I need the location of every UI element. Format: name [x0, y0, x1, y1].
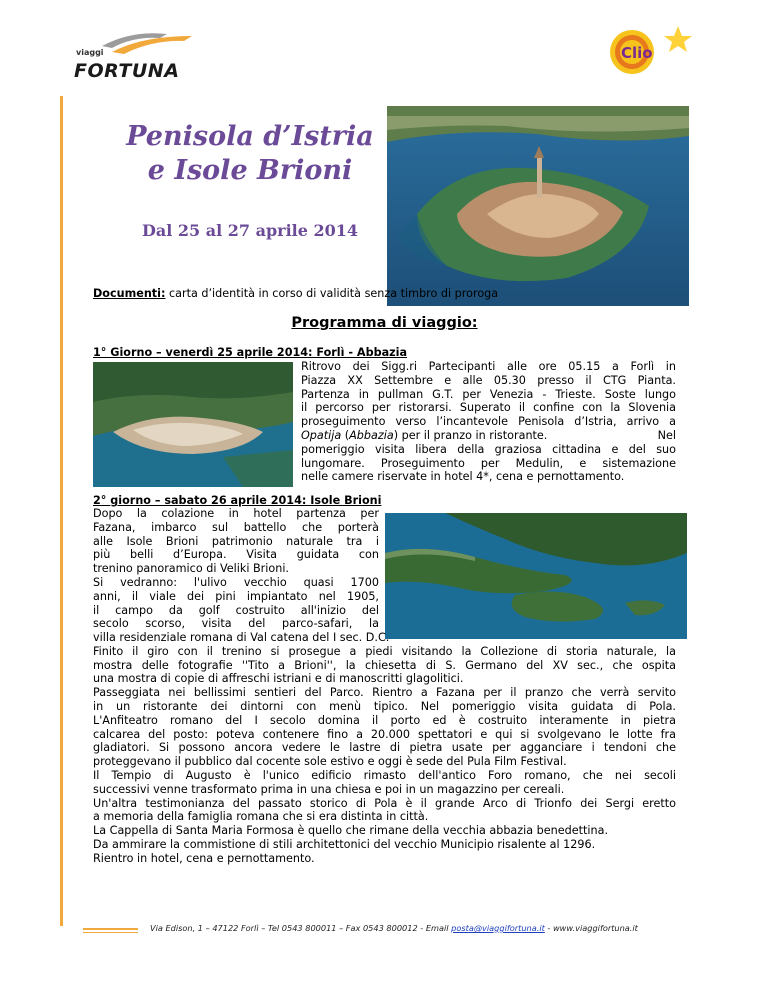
footer-address: Via Edison, 1 – 47122 Forlì – Tel 0543 800011 – Fax 0543 800012 - Email: [150, 923, 452, 933]
clio-badge: [600, 18, 698, 78]
day2-line: proteggevano il pubblico dal cocente sole estivo e oggi è sede del Pula Film Festival.: [93, 755, 567, 769]
day2-narrow-line: anni, il viale dei pini impiantato nel 1905,: [93, 589, 379, 603]
day2-description: [93, 631, 676, 866]
title-line-2: e Isole Brioni: [147, 155, 353, 186]
footer-email-link[interactable]: posta@viaggifortuna.it: [451, 923, 545, 933]
day2-heading: 2° giorno – sabato 26 aprile 2014: Isole Brioni: [93, 494, 382, 507]
day1-line-opatija: [301, 429, 676, 443]
opatija-rest: per il pranzo in ristorante.: [401, 428, 548, 442]
day2-line: villa residenziale romana di Val catena del I sec. D.C.: [93, 631, 390, 644]
day1-line: lungomare. Proseguimento per Medulin, e sistemazione: [301, 456, 676, 470]
opatija-phrase: Opatija (Abbazia) per il pranzo in ristorante.: [301, 428, 548, 442]
abbazia-photo: [93, 362, 293, 487]
logo-small-text: viaggi: [76, 48, 104, 57]
day2-line: Finito il giro con il trenino si prosegue a piedi visitando la Collezione di storia naturale, la: [93, 644, 676, 658]
day2-line: Rientro in hotel, cena e pernottamento.: [93, 851, 315, 865]
logo-big-text: FORTUNA: [74, 60, 180, 82]
peninsula-photo: [387, 106, 689, 306]
day1-line: Ritrovo dei Sigg.ri Partecipanti alle ore 05.15 a Forlì in: [301, 360, 676, 373]
day2-line: Un'altra testimonianza del passato storico di Pola è il grande Arco di Trionfo dei Sergi eretto: [93, 796, 676, 810]
day2-line: successivi venne trasformato prima in una chiesa e poi in un magazzino per cereali.: [93, 782, 565, 796]
footer-divider: [83, 932, 138, 933]
day1-line: pomeriggio visita libera della graziosa cittadina e del suo: [301, 442, 676, 456]
brioni-islands-photo: [385, 513, 687, 639]
fortuna-logo: [72, 28, 196, 80]
opatija-italic: Opatija: [301, 428, 342, 442]
page-title: [100, 120, 400, 188]
day1-line: proseguimento verso l’incantevole Penisola d’Istria, arrivo a: [301, 415, 676, 429]
day2-narrow-line: Dopo la colazione in hotel partenza per: [93, 507, 379, 520]
footer-website: - www.viaggifortuna.it: [544, 923, 638, 933]
program-title: Programma di viaggio:: [291, 315, 478, 331]
day2-line: mostra delle fotografie ''Tito a Brioni'', la chiesetta di S. Germano del XV sec., che ospita: [93, 658, 676, 672]
clio-badge-icon: [600, 18, 698, 78]
documents-label: Documenti:: [93, 287, 166, 300]
day2-line: Da ammirare la commistione di stili architettonici del vecchio Municipio risalente al 1296.: [93, 837, 596, 851]
opatija-end: Nel: [657, 428, 676, 442]
footer-divider: [83, 928, 138, 930]
day1-line: nelle camere riservate in hotel 4*, cena e pernottamento.: [301, 470, 625, 484]
day2-line: in un ristorante dei dintorni con menù tipico. Nel pomeriggio visita guidata di Pola.: [93, 699, 676, 713]
footer-contacts: [150, 923, 638, 933]
abbazia-italic: Abbazia: [349, 428, 394, 442]
documents-note: [93, 287, 498, 300]
day2-line: Passeggiata nei bellissimi sentieri del Parco. Rientro a Fazana per il pranzo che verrà servito: [93, 686, 676, 700]
documents-text: carta d’identità in corso di validità senza timbro di proroga: [169, 287, 499, 300]
day2-line: L'Anfiteatro romano del I secolo domina il porto ed è costruito interamente in pietra: [93, 713, 676, 727]
trip-dates: Dal 25 al 27 aprile 2014: [142, 221, 358, 240]
badge-text: Clio: [621, 44, 653, 62]
day1-line: il percorso per ristorarsi. Superato il confine con la Slovenia: [301, 401, 676, 415]
day1-line: Piazza XX Settembre e alle 05.30 presso il CTG Pianta.: [301, 373, 676, 387]
left-accent-line: [60, 96, 63, 926]
day2-line: a memoria della famiglia romana che si era distinta in città.: [93, 810, 429, 824]
day2-line: calcarea del posto: poteva contenere fino a 20.000 spettatori e qui si svolgevano le lotte fra: [93, 727, 676, 741]
day2-line: Il Tempio di Augusto è l'unico edificio rimasto dell'antico Foro romano, che nei secoli: [93, 768, 676, 782]
day2-narrow-line: più belli d’Europa. Visita guidata con: [93, 548, 379, 562]
day2-narrow-line: Si vedranno: l'ulivo vecchio quasi 1700: [93, 575, 379, 589]
day2-narrow-line: secolo scorso, visita del parco-safari, la: [93, 617, 379, 631]
day2-narrow-line: Fazana, imbarco sul battello che porterà: [93, 520, 379, 534]
day1-description: [301, 360, 676, 484]
day2-line: una mostra di copie di affreschi istriani e di manoscritti glagolitici.: [93, 672, 464, 686]
day1-line: Partenza in pullman G.T. per Venezia - Trieste. Soste lungo: [301, 387, 676, 401]
day2-narrow-line: trenino panoramico di Veliki Brioni.: [93, 562, 289, 576]
day1-heading: 1° Giorno – venerdì 25 aprile 2014: Forlì - Abbazia: [93, 346, 408, 359]
day2-line: La Cappella di Santa Maria Formosa è quello che rimane della vecchia abbazia benedettina.: [93, 824, 608, 838]
day2-line: gladiatori. Si possono ancora vedere le lastre di pietra usate per agganciare i tendoni che: [93, 741, 676, 755]
day2-intro: [93, 507, 379, 631]
title-line-1: Penisola d’Istria: [126, 121, 374, 152]
day2-narrow-line: alle Isole Brioni patrimonio naturale tra i: [93, 534, 379, 548]
day2-narrow-line: il campo da golf costruito all'inizio del: [93, 603, 379, 617]
